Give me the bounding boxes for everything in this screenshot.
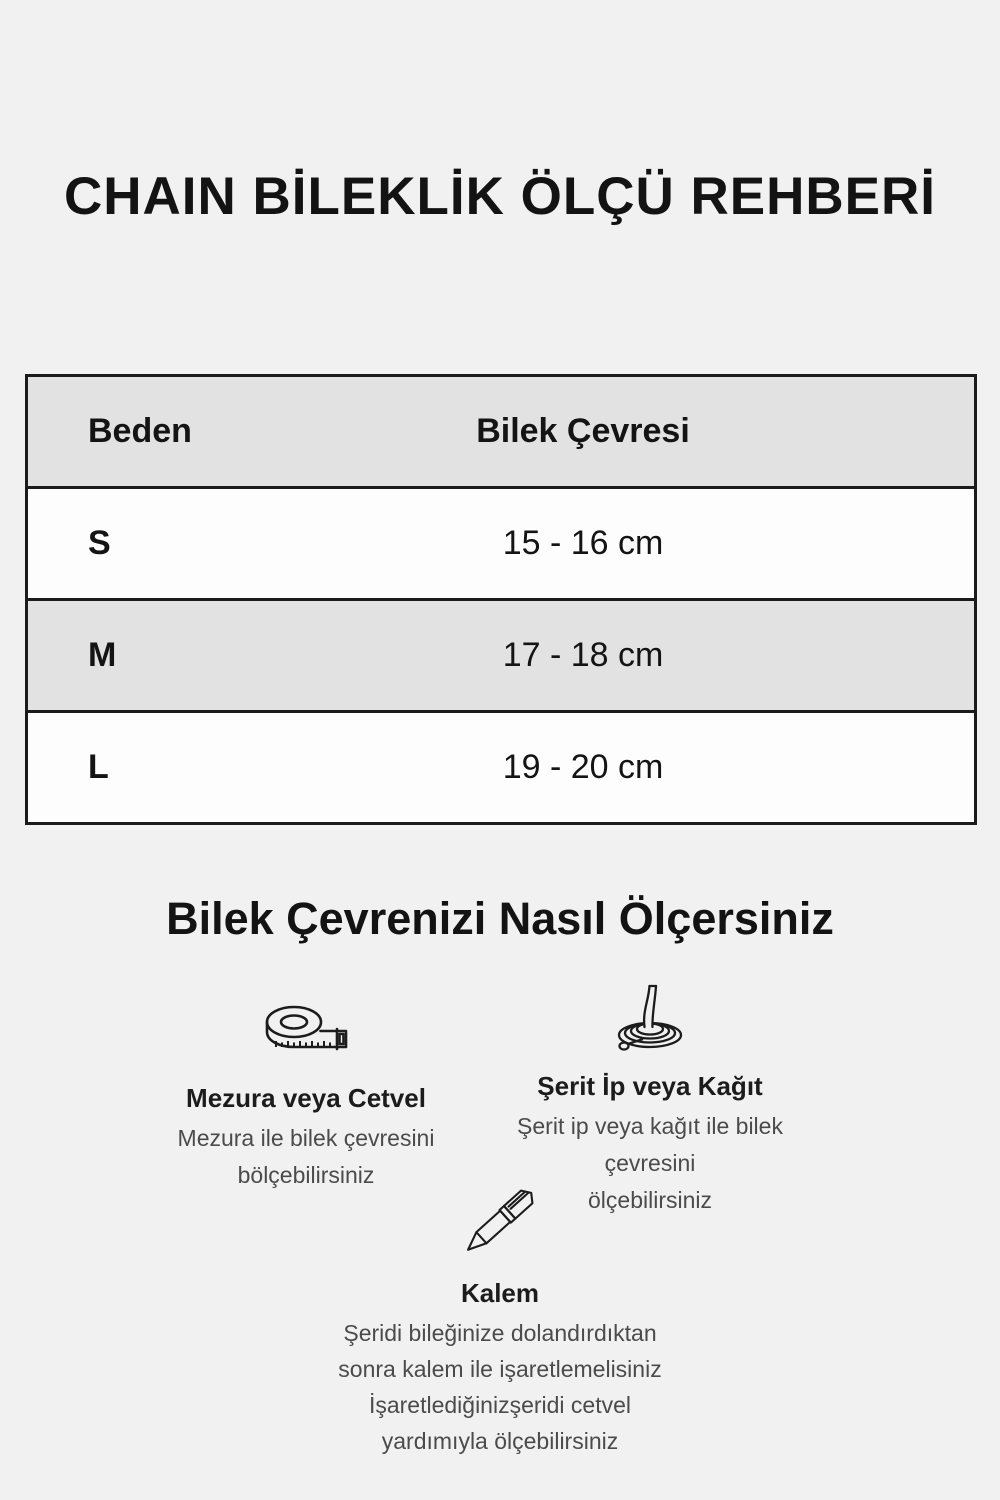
item-line: yardımıyla ölçebilirsiniz	[381, 1428, 619, 1454]
measure-item-tape	[130, 997, 482, 1194]
how-to-heading: Bilek Çevrenizi Nasıl Ölçersiniz	[166, 893, 834, 944]
item-line: Şerit ip veya kağıt ile bilek çevresini	[517, 1113, 783, 1176]
item-title: Kalem	[460, 1278, 540, 1308]
rope-icon	[474, 985, 826, 1055]
table-header-row	[28, 377, 974, 486]
wrist-cell: 15 - 16 cm	[502, 524, 664, 562]
item-line: İşaretlediğinizşeridi cetvel	[368, 1392, 632, 1418]
measure-item-pen	[300, 1192, 700, 1459]
size-cell: L	[88, 748, 109, 786]
item-description	[130, 1120, 482, 1194]
item-description	[300, 1315, 700, 1459]
header-cell-wrist: Bilek Çevresi	[476, 412, 690, 450]
item-title: Mezura veya Cetvel	[186, 1083, 426, 1113]
tape-measure-icon	[130, 997, 482, 1067]
item-line: bölçebilirsiniz	[237, 1162, 375, 1188]
pen-icon	[300, 1192, 700, 1262]
wrist-cell: 17 - 18 cm	[502, 636, 664, 674]
item-line: Mezura ile bilek çevresini	[177, 1125, 435, 1151]
size-table	[25, 374, 977, 825]
size-cell: M	[88, 636, 117, 674]
item-line: sonra kalem ile işaretlemelisiniz	[338, 1356, 662, 1382]
table-row-s	[28, 486, 974, 598]
table-row-l	[28, 710, 974, 822]
header-cell-size: Beden	[88, 412, 192, 450]
item-line: Şeridi bileğinize dolandırdıktan	[343, 1320, 657, 1346]
item-title: Şerit İp veya Kağıt	[537, 1071, 763, 1101]
size-cell: S	[88, 524, 111, 562]
wrist-cell: 19 - 20 cm	[502, 748, 664, 786]
item-line: ölçebilirsiniz	[588, 1187, 712, 1213]
table-row-m	[28, 598, 974, 710]
page-title: CHAIN BİLEKLİK ÖLÇÜ REHBERİ	[63, 167, 937, 226]
